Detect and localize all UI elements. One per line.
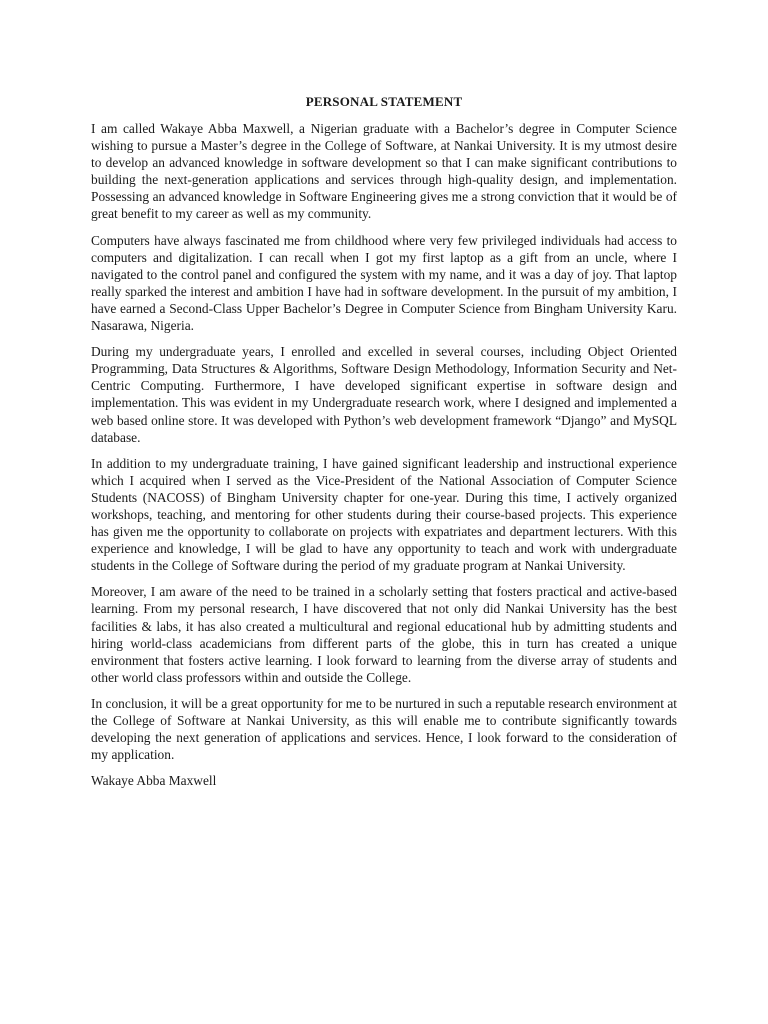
signature-name: Wakaye Abba Maxwell [91,773,217,789]
paragraph-introduction: I am called Wakaye Abba Maxwell, a Nigerian graduate with a Bachelor’s degree in Computer Science wishing to pursue a Master’s degree in the College of Software, at Nankai University. It is my utmost desire to develop an advanced knowledge in software development so that I can make significant contributions to building the next-generation applications and services through high-quality design, and implementation. Possessing an advanced knowledge in Software Engineering gives me a strong conviction that it would be of great benefit to my career as well as my community. [91,121,677,222]
paragraph-undergraduate: During my undergraduate years, I enrolled and excelled in several courses, including Object Oriented Programming, Data Structures & Algorithms, Software Design Methodology, Information Security and Net-Centric Computing. Furthermore, I have developed significant expertise in software design and implementation. This was evident in my Undergraduate research work, where I designed and implemented a web based online store. It was developed with Python’s web development framework “Django” and MySQL database. [91,344,677,445]
document-body [91,94,677,789]
paragraph-background: Computers have always fascinated me from childhood where very few privileged individuals had access to computers and digitalization. I can recall when I got my first laptop as a gift from an uncle, where I navigated to the control panel and configured the system with my name, and it was a day of joy. That laptop really sparked the interest and ambition I have had in software development. In the pursuit of my ambition, I have earned a Second-Class Upper Bachelor’s Degree in Computer Science from Bingham University Karu. Nasarawa, Nigeria. [91,232,677,334]
paragraph-leadership: In addition to my undergraduate training, I have gained significant leadership and instructional experience which I acquired when I served as the Vice-President of the National Association of Computer Science Students (NACOSS) of Bingham University chapter for one-year. During this time, I actively organized workshops, teaching, and mentoring for other students during their course-based projects. This experience has given me the opportunity to collaborate on projects with expatriates and department lecturers. With this experience and knowledge, I will be glad to have any opportunity to teach and work with undergraduate students in the College of Software during the period of my graduate program at Nankai University. [91,455,677,574]
document-title: PERSONAL STATEMENT [305,94,463,109]
paragraph-conclusion: In conclusion, it will be a great opportunity for me to be nurtured in such a reputable research environment at the College of Software at Nankai University, as this will enable me to contribute significantly towards developing the next generation of applications and services. Hence, I look forward to the consideration of my application. [91,695,677,763]
paragraph-motivation: Moreover, I am aware of the need to be trained in a scholarly setting that fosters practical and active-based learning. From my personal research, I have discovered that not only did Nankai University has the best facilities & labs, it has also created a multicultural and regional educational hub by admitting students and hiring world-class academicians from different parts of the globe, this in turn has created a unique environment that fosters active learning. I look forward to learning from the diverse array of students and other world class professors within and outside the College. [91,584,677,685]
